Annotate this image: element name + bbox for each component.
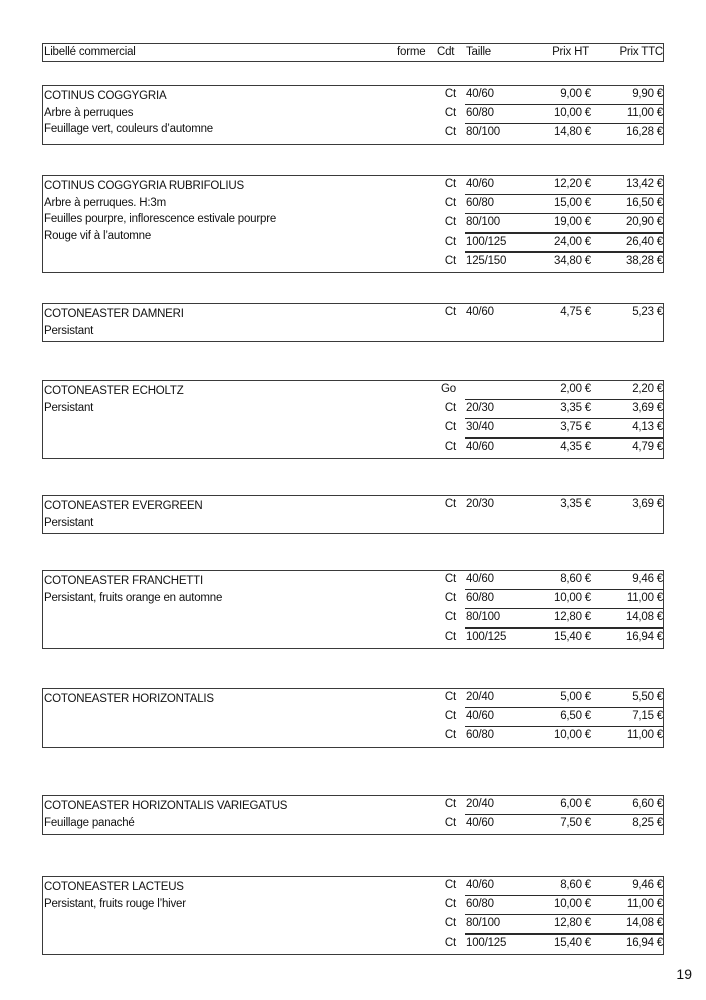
price-row: [43, 304, 663, 323]
prix-ht-cell: 10,00 €: [554, 729, 591, 742]
taille-cell: 20/30: [466, 498, 494, 510]
taille-cell: 60/80: [466, 592, 494, 605]
taille-cell: 60/80: [466, 197, 494, 210]
product-block: [42, 876, 664, 955]
prix-ht-cell: 10,00 €: [554, 107, 591, 120]
cdt-cell: Ct: [444, 611, 456, 624]
product-detail-line: Feuillage panaché: [44, 816, 135, 829]
cdt-cell: Ct: [444, 402, 456, 415]
prix-ttc-cell: 4,13 €: [632, 421, 663, 434]
cdt-cell: Ct: [444, 216, 456, 229]
prix-ttc-cell: 11,00 €: [626, 592, 663, 605]
price-row: [43, 935, 663, 954]
taille-cell: 125/150: [466, 254, 507, 267]
cdt-cell: Ct: [444, 498, 456, 510]
price-row: [43, 195, 663, 214]
product-detail-line: Rouge vif à l’automne: [44, 229, 152, 242]
header-libelle: Libellé commercial: [44, 46, 136, 58]
product-name: COTONEASTER LACTEUS: [44, 881, 184, 893]
price-row: [43, 381, 663, 400]
prix-ttc-cell: 14,08 €: [626, 611, 663, 624]
price-row: [43, 877, 663, 896]
taille-cell: 60/80: [466, 107, 494, 120]
prix-ht-cell: 3,35 €: [560, 498, 591, 510]
price-row: [43, 609, 663, 628]
product-name: COTONEASTER HORIZONTALIS VARIEGATUS: [44, 800, 288, 812]
product-block: [42, 795, 664, 835]
prix-ttc-cell: 5,23 €: [632, 306, 663, 318]
price-row: [43, 439, 663, 458]
price-rows: [43, 496, 663, 515]
prix-ttc-cell: 6,60 €: [632, 798, 663, 810]
prix-ttc-cell: 16,94 €: [626, 630, 663, 643]
product-detail-line: Persistant, fruits rouge l’hiver: [44, 897, 186, 910]
cdt-cell: Ct: [444, 936, 456, 949]
prix-ttc-cell: 14,08 €: [626, 917, 663, 930]
price-rows: [43, 176, 663, 272]
cdt-cell: Ct: [444, 798, 456, 810]
prix-ht-cell: 10,00 €: [554, 898, 591, 911]
prix-ht-cell: 10,00 €: [554, 592, 591, 605]
prix-ht-cell: 4,75 €: [560, 306, 591, 318]
taille-cell: 80/100: [466, 126, 500, 139]
table-header: [42, 43, 664, 62]
price-row: [43, 708, 663, 727]
prix-ht-cell: 6,50 €: [560, 710, 591, 723]
prix-ht-cell: 8,60 €: [560, 573, 591, 585]
cdt-cell: Ct: [444, 235, 456, 248]
prix-ttc-cell: 16,50 €: [626, 197, 663, 210]
cdt-cell: Ct: [444, 573, 456, 585]
prix-ttc-cell: 11,00 €: [626, 729, 663, 742]
price-row: [43, 815, 663, 834]
product-name: COTONEASTER HORIZONTALIS: [44, 693, 214, 705]
prix-ttc-cell: 26,40 €: [626, 235, 663, 248]
taille-cell: 80/100: [466, 216, 500, 229]
taille-cell: 20/30: [466, 402, 494, 415]
price-row: [43, 915, 663, 934]
prix-ht-cell: 12,20 €: [554, 178, 591, 190]
price-row: [43, 571, 663, 590]
price-rows: [43, 877, 663, 954]
price-row: [43, 234, 663, 253]
taille-cell: 40/60: [466, 88, 494, 100]
product-detail-line: Persistant: [44, 401, 94, 414]
cdt-cell: Ct: [444, 729, 456, 742]
prix-ttc-cell: 11,00 €: [626, 898, 663, 911]
product-name: COTONEASTER EVERGREEN: [44, 500, 203, 512]
price-rows: [43, 86, 663, 144]
cdt-cell: Ct: [444, 917, 456, 930]
prix-ttc-cell: 38,28 €: [626, 254, 663, 267]
price-rows: [43, 571, 663, 648]
cdt-cell: Ct: [444, 88, 456, 100]
prix-ttc-cell: 4,79 €: [632, 440, 663, 453]
prix-ht-cell: 14,80 €: [554, 126, 591, 139]
cdt-cell: Ct: [444, 306, 456, 318]
taille-cell: 40/60: [466, 306, 494, 318]
product-name: COTINUS COGGYGRIA RUBRIFOLIUS: [44, 180, 244, 192]
price-rows: [43, 304, 663, 323]
prix-ht-cell: 15,40 €: [554, 936, 591, 949]
prix-ht-cell: 34,80 €: [554, 254, 591, 267]
product-name: COTONEASTER FRANCHETTI: [44, 575, 203, 587]
prix-ttc-cell: 16,94 €: [626, 936, 663, 949]
prix-ht-cell: 15,40 €: [554, 630, 591, 643]
product-block: [42, 570, 664, 649]
prix-ttc-cell: 9,90 €: [632, 88, 663, 100]
taille-cell: 80/100: [466, 917, 500, 930]
product-detail-line: Arbre à perruques. H:3m: [44, 196, 166, 209]
price-rows: [43, 381, 663, 458]
product-detail-line: Persistant: [44, 516, 94, 529]
price-row: [43, 400, 663, 419]
product-name: COTINUS COGGYGRIA: [44, 90, 167, 102]
prix-ht-cell: 7,50 €: [560, 817, 591, 830]
prix-ttc-cell: 20,90 €: [626, 216, 663, 229]
cdt-cell: Ct: [444, 592, 456, 605]
prix-ttc-cell: 11,00 €: [626, 107, 663, 120]
taille-cell: 40/60: [466, 817, 494, 830]
price-row: [43, 496, 663, 515]
header-prix-ttc: Prix TTC: [619, 46, 663, 58]
cdt-cell: Ct: [444, 421, 456, 434]
cdt-cell: Ct: [444, 440, 456, 453]
taille-cell: 40/60: [466, 178, 494, 190]
cdt-cell: Ct: [444, 710, 456, 723]
header-prix-ht: Prix HT: [552, 46, 589, 58]
prix-ttc-cell: 8,25 €: [632, 817, 663, 830]
price-row: [43, 896, 663, 915]
prix-ttc-cell: 3,69 €: [632, 498, 663, 510]
prix-ht-cell: 3,75 €: [560, 421, 591, 434]
prix-ttc-cell: 3,69 €: [632, 402, 663, 415]
price-row: [43, 176, 663, 195]
price-row: [43, 590, 663, 609]
price-rows: [43, 796, 663, 834]
cdt-cell: Go: [441, 383, 456, 395]
taille-cell: 100/125: [466, 630, 507, 643]
price-rows: [43, 689, 663, 747]
taille-cell: 20/40: [466, 798, 494, 810]
product-block: [42, 688, 664, 748]
cdt-cell: Ct: [444, 817, 456, 830]
taille-cell: 100/125: [466, 936, 507, 949]
prix-ht-cell: 8,60 €: [560, 879, 591, 891]
taille-cell: 40/60: [466, 573, 494, 585]
price-row: [43, 105, 663, 124]
cdt-cell: Ct: [444, 126, 456, 139]
product-block: [42, 175, 664, 273]
taille-cell: 60/80: [466, 729, 494, 742]
prix-ttc-cell: 16,28 €: [626, 126, 663, 139]
prix-ht-cell: 15,00 €: [554, 197, 591, 210]
taille-cell: 20/40: [466, 691, 494, 703]
prix-ht-cell: 12,80 €: [554, 611, 591, 624]
prix-ht-cell: 19,00 €: [554, 216, 591, 229]
taille-cell: 40/60: [466, 879, 494, 891]
product-name: COTONEASTER DAMNERI: [44, 308, 184, 320]
taille-cell: 60/80: [466, 898, 494, 911]
product-block: [42, 380, 664, 459]
header-forme: forme: [397, 46, 426, 58]
prix-ttc-cell: 5,50 €: [632, 691, 663, 703]
price-row: [43, 86, 663, 105]
taille-cell: 40/60: [466, 710, 494, 723]
prix-ttc-cell: 13,42 €: [626, 178, 663, 190]
prix-ht-cell: 9,00 €: [560, 88, 591, 100]
prix-ht-cell: 24,00 €: [554, 235, 591, 248]
prix-ht-cell: 6,00 €: [560, 798, 591, 810]
prix-ttc-cell: 7,15 €: [632, 710, 663, 723]
cdt-cell: Ct: [444, 178, 456, 190]
page-number: 19: [676, 966, 692, 982]
product-detail-line: Persistant: [44, 324, 94, 337]
price-row: [43, 253, 663, 272]
price-row: [43, 796, 663, 815]
header-cdt: Cdt: [437, 46, 455, 58]
prix-ttc-cell: 9,46 €: [632, 879, 663, 891]
taille-cell: 100/125: [466, 235, 507, 248]
price-row: [43, 689, 663, 708]
taille-cell: 30/40: [466, 421, 494, 434]
header-taille: Taille: [466, 46, 492, 58]
price-row: [43, 629, 663, 648]
cdt-cell: Ct: [444, 879, 456, 891]
cdt-cell: Ct: [444, 107, 456, 120]
product-block: [42, 85, 664, 145]
product-name: COTONEASTER ECHOLTZ: [44, 385, 184, 397]
prix-ttc-cell: 9,46 €: [632, 573, 663, 585]
cdt-cell: Ct: [444, 254, 456, 267]
taille-cell: 40/60: [466, 440, 494, 453]
prix-ht-cell: 3,35 €: [560, 402, 591, 415]
cdt-cell: Ct: [444, 630, 456, 643]
prix-ht-cell: 4,35 €: [560, 440, 591, 453]
taille-cell: 80/100: [466, 611, 500, 624]
price-row: [43, 124, 663, 143]
prix-ht-cell: 5,00 €: [560, 691, 591, 703]
product-detail-line: Feuillage vert, couleurs d’automne: [44, 123, 213, 135]
product-detail-line: Persistant, fruits orange en automne: [44, 591, 223, 604]
prix-ht-cell: 12,80 €: [554, 917, 591, 930]
price-row: [43, 727, 663, 746]
cdt-cell: Ct: [444, 691, 456, 703]
prix-ttc-cell: 2,20 €: [632, 383, 663, 395]
product-block: [42, 303, 664, 342]
product-detail-line: Arbre à perruques: [44, 106, 134, 119]
price-row: [43, 214, 663, 233]
price-row: [43, 419, 663, 438]
cdt-cell: Ct: [444, 197, 456, 210]
product-block: [42, 495, 664, 534]
cdt-cell: Ct: [444, 898, 456, 911]
product-detail-line: Feuilles pourpre, inflorescence estivale pourpre: [44, 213, 277, 225]
prix-ht-cell: 2,00 €: [560, 383, 591, 395]
